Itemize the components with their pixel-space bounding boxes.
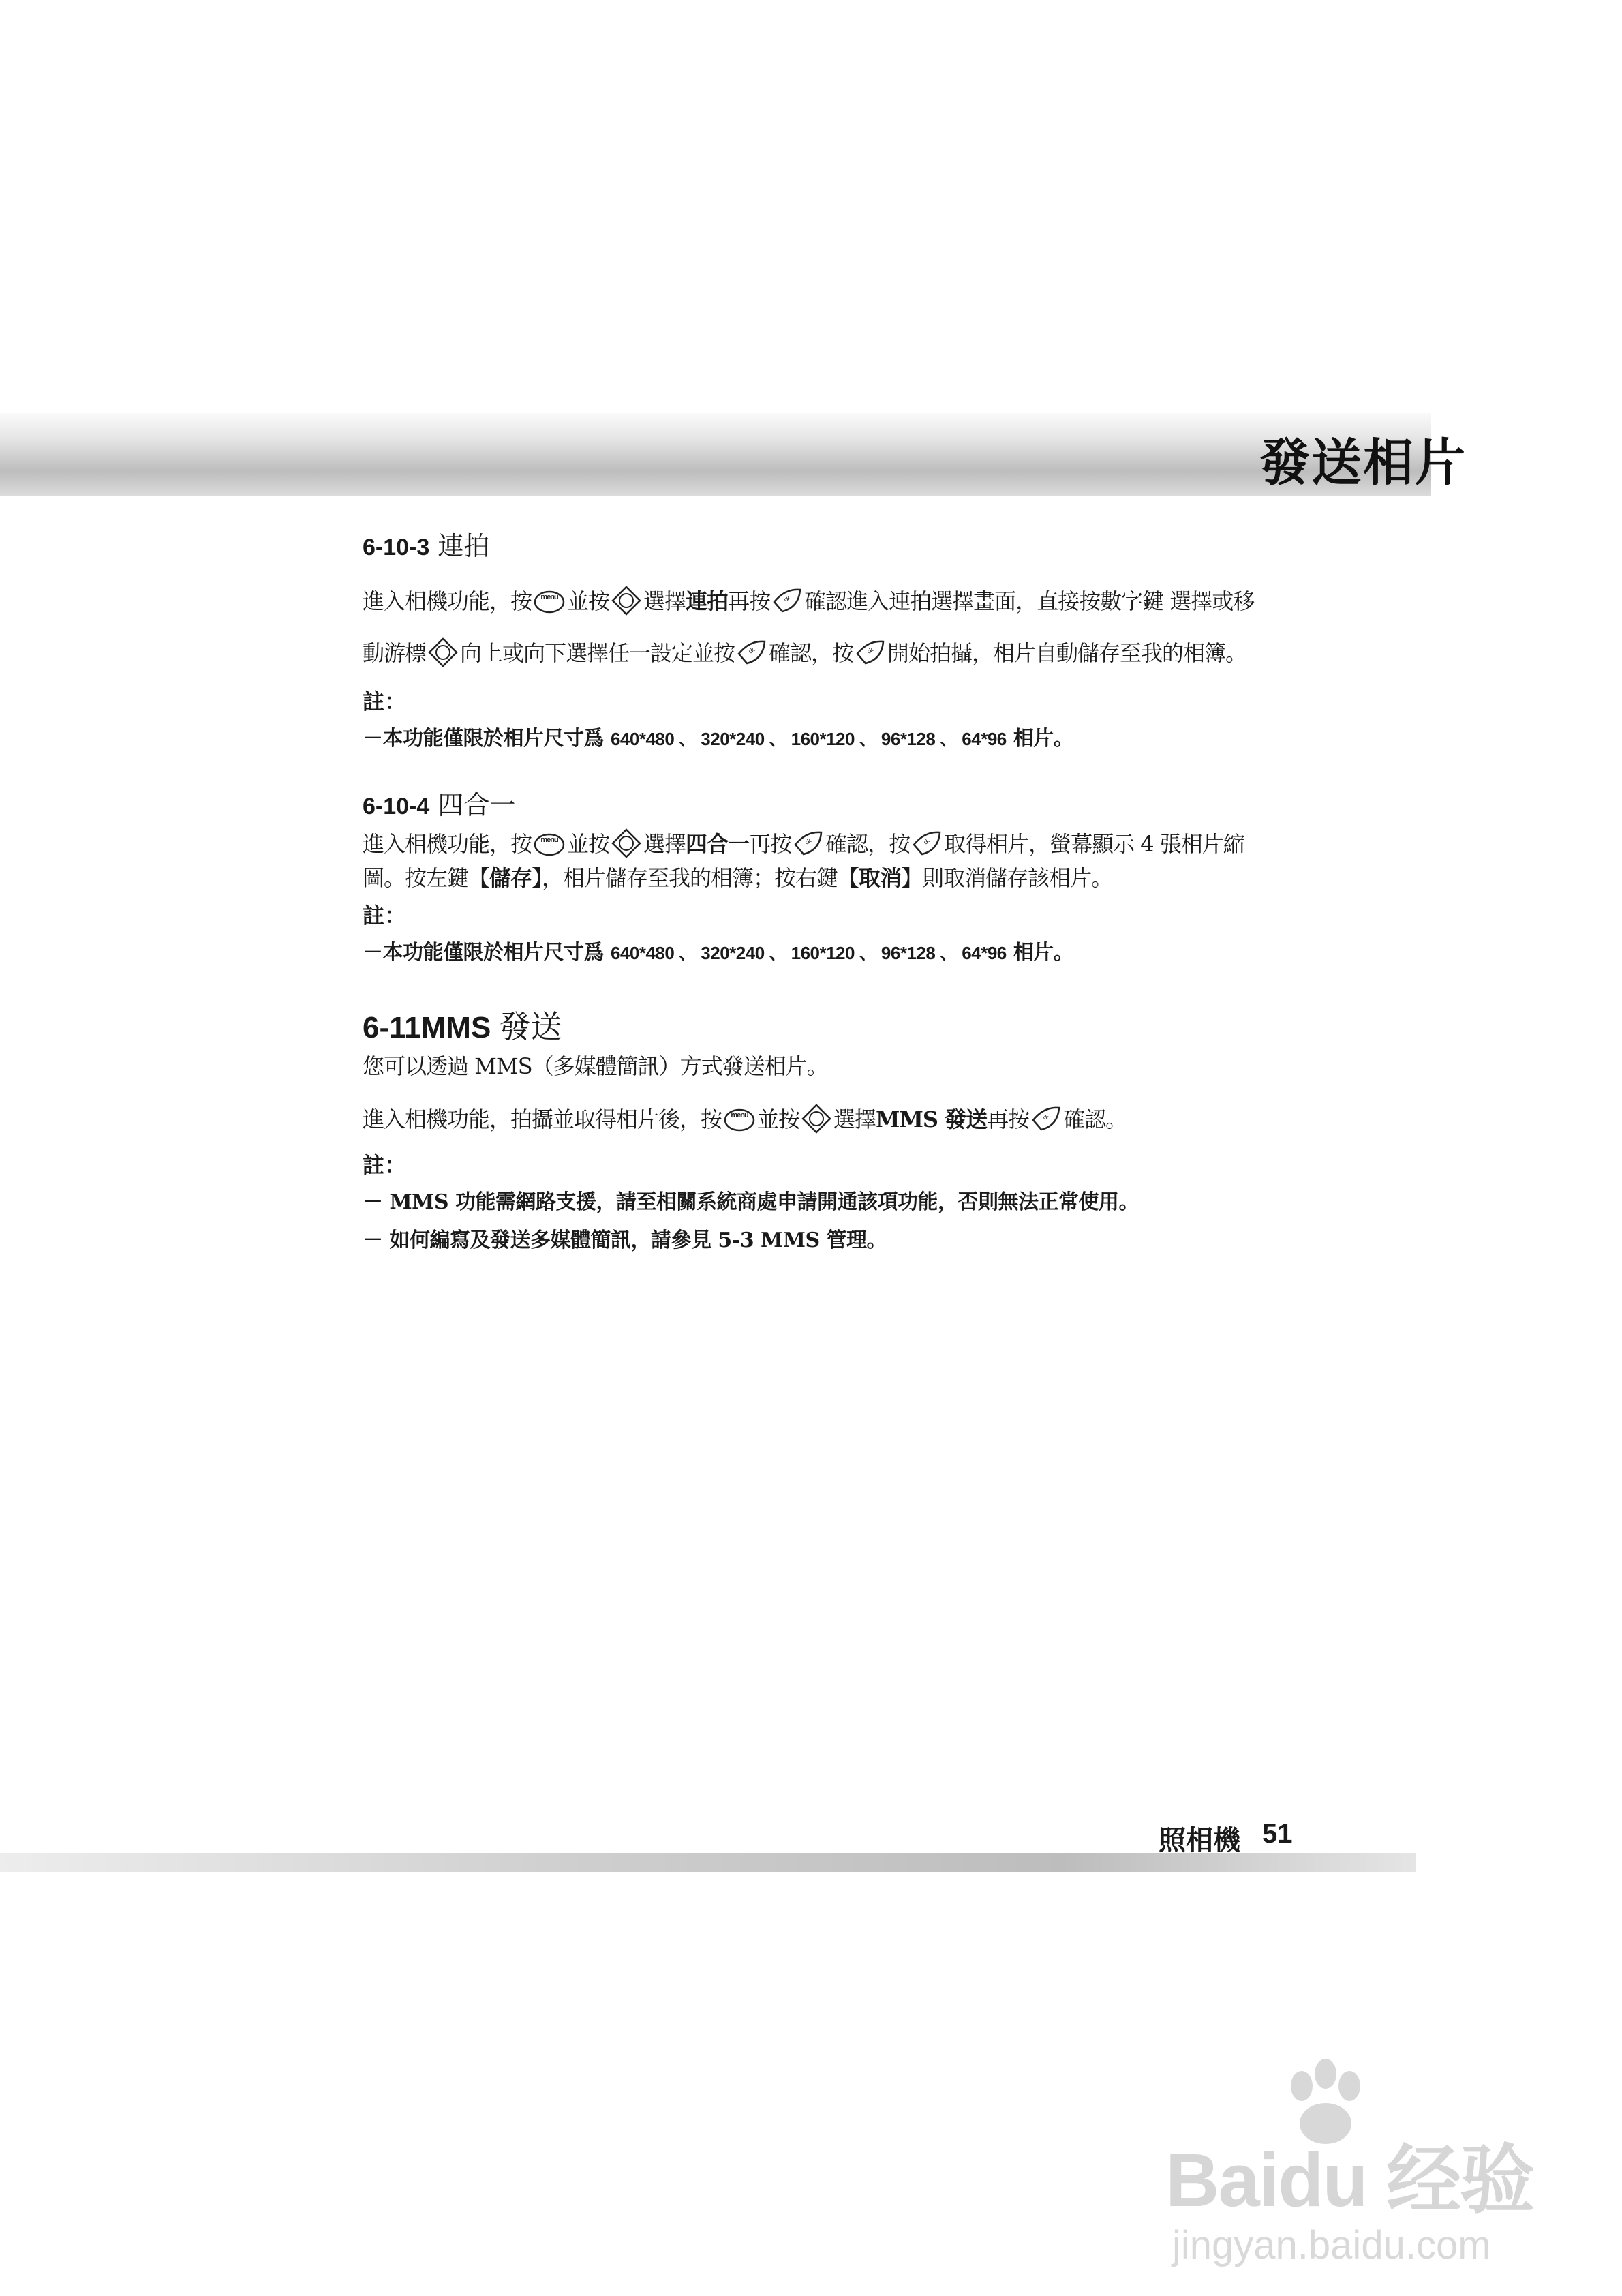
nav-key-icon (801, 1103, 832, 1134)
svg-text:ok: ok (922, 836, 931, 846)
ok-key-icon (771, 587, 803, 614)
svg-text:ok: ok (747, 646, 756, 655)
limit-note: －本功能僅限於相片尺寸爲 640*480 、 320*240 、 160*120 、 96*128 、 64*96 相片。 (363, 727, 1074, 751)
footer-chapter-label: 照相機 (1159, 1824, 1240, 1856)
menu-key-icon (533, 587, 566, 614)
section-heading-6-11: 6-11MMS 發送 (363, 1008, 562, 1045)
section-heading-6-10-4: 6-10-4 四合一 (363, 790, 516, 820)
note-label: 註： (363, 1152, 407, 1178)
bullet-item: － 如何編寫及發送多媒體簡訊，請參見 5-3 MMS 管理。 (363, 1228, 887, 1252)
nav-key-icon (611, 585, 642, 616)
paragraph-line: 進入相機功能，按 menu 並按 選擇四合一再按 ok 確認，按 ok 取得相片，螢幕顯示 4 張相片縮 (363, 830, 1244, 859)
ok-key-icon (911, 830, 943, 857)
paragraph-line: 動游標 向上或向下選擇任一設定並按 ok 確認，按 ok 開始拍攝，相片自動儲存至我的相簿。 (363, 639, 1246, 668)
bullet-item: － MMS 功能需網路支援，請至相關系統商處申請開通該項功能，否則無法正常使用。 (363, 1190, 1139, 1214)
svg-text:menu: menu (731, 1111, 748, 1119)
svg-text:ok: ok (804, 836, 812, 846)
svg-text:menu: menu (540, 835, 558, 844)
note-label: 註： (363, 689, 407, 714)
header-band (0, 413, 1431, 496)
paragraph-line: 您可以透過 MMS（多媒體簡訊）方式發送相片。 (363, 1053, 828, 1079)
paragraph-line: 圖。按左鍵【儲存】，相片儲存至我的相簿；按右鍵【取消】則取消儲存該相片。 (363, 865, 1113, 891)
page-title: 發送相片 (1259, 434, 1467, 492)
watermark-url: jingyan.baidu.com (1172, 2223, 1491, 2267)
page-number: 51 (1262, 1819, 1293, 1849)
paragraph-line: 進入相機功能，按 menu 並按 選擇連拍再按 ok 確認進入連拍選擇畫面，直接按數字鍵 選擇或移 (363, 588, 1254, 616)
svg-text:menu: menu (540, 592, 558, 601)
svg-text:ok: ok (866, 646, 874, 655)
svg-text:ok: ok (782, 594, 791, 603)
watermark-logo-text: Baidu 经验 (1165, 2139, 1534, 2222)
ok-key-icon (855, 639, 886, 666)
ok-key-icon (736, 639, 767, 666)
menu-key-icon (723, 1105, 756, 1132)
nav-key-icon (427, 637, 459, 668)
paragraph-line: 進入相機功能，拍攝並取得相片後，按 menu 並按 選擇MMS 發送再按 ok 確認。 (363, 1106, 1127, 1134)
baidu-watermark (1159, 2059, 1540, 2284)
ok-key-icon (1030, 1105, 1062, 1132)
svg-text:ok: ok (1041, 1112, 1050, 1121)
section-heading-6-10-3: 6-10-3 連拍 (363, 531, 490, 561)
limit-note: －本功能僅限於相片尺寸爲 640*480 、 320*240 、 160*120 、 96*128 、 64*96 相片。 (363, 941, 1074, 965)
nav-key-icon (611, 828, 642, 859)
note-label: 註： (363, 903, 407, 928)
menu-key-icon (533, 830, 566, 857)
ok-key-icon (793, 830, 824, 857)
